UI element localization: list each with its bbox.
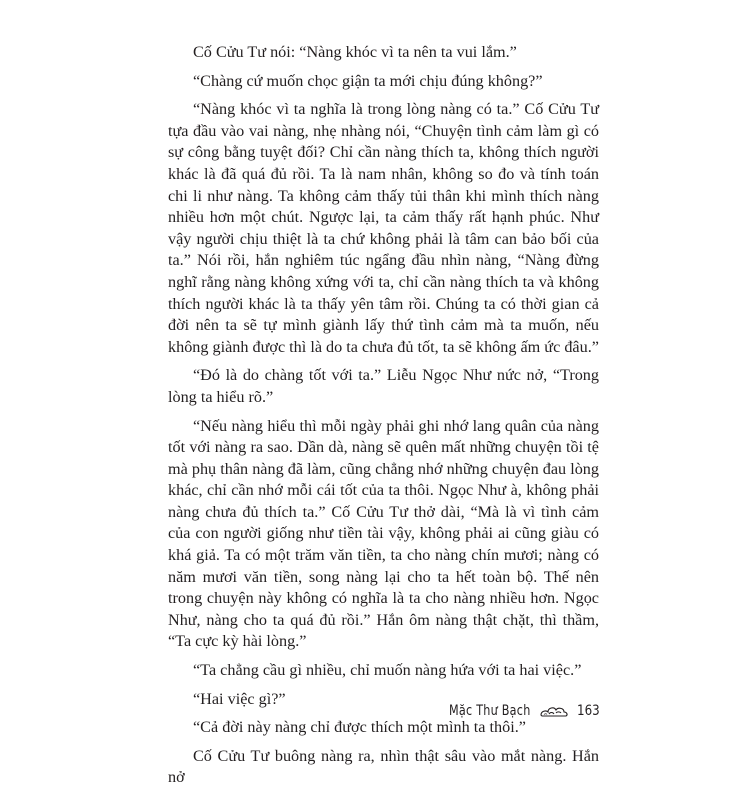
paragraph: “Chàng cứ muốn chọc giận ta mới chịu đúng không?” <box>193 71 543 90</box>
paragraph: “Ta chẳng cầu gì nhiều, chỉ muốn nàng hứa với ta hai việc.” <box>193 661 582 680</box>
cloud-ornament-icon <box>539 703 569 719</box>
paragraph: Cố Cửu Tư nói: “Nàng khóc vì ta nên ta vui lắm.” <box>193 43 517 61</box>
footer-author: Mặc Thư Bạch <box>449 703 531 719</box>
paragraph: “Cả đời này nàng chỉ được thích một mình ta thôi.” <box>193 718 526 737</box>
paragraph: “Hai việc gì?” <box>193 689 286 708</box>
page-number: 163 <box>577 703 600 719</box>
paragraph: “Đó là do chàng tốt với ta.” Liễu Ngọc Như nức nở, “Trong lòng ta hiểu rõ.” <box>168 366 599 406</box>
page-footer <box>449 700 604 722</box>
body-text <box>168 42 599 796</box>
paragraph: “Nàng khóc vì ta nghĩa là trong lòng nàng có ta.” Cố Cửu Tư tựa đầu vào vai nàng, nhẹ nhàng nói, “Chuyện tình cảm làm gì có sự công bằng tuyệt đối? Chỉ cần nàng thích ta, không thích người khác là đã quá đủ rồi. Ta là nam nhân, không so đo và tính toán chi li như nàng. Ta không cảm thấy tủi thân khi mình thích nàng nhiều hơn một chút. Ngược lại, ta cảm thấy rất hạnh phúc. Như vậy người chịu thiệt là ta chứ không phải là tâm can bảo bối của ta.” Nói rồi, hắn nghiêm túc ngẩng đầu nhìn nàng, “Nàng đừng nghĩ rằng nàng không xứng với ta, chỉ cần nàng thích ta và không thích người khác là ta thấy yên tâm rồi. Chúng ta có thời gian cả đời nên ta sẽ tự mình giành lấy thứ tình cảm mà ta muốn, nếu không giành được thì là do ta chưa đủ tốt, ta sẽ không ấm ức đâu.” <box>168 100 599 356</box>
paragraph: Cố Cửu Tư buông nàng ra, nhìn thật sâu vào mắt nàng. Hắn nở <box>168 746 599 787</box>
paragraph: “Nếu nàng hiểu thì mỗi ngày phải ghi nhớ lang quân của nàng tốt với nàng ra sao. Dần dà, nàng sẽ quên mất những chuyện tồi tệ mà phụ thân nàng đã làm, cũng chẳng nhớ những chuyện đau lòng khác, chỉ cần nhớ mỗi cái tốt của ta thôi. Ngọc Như à, không phải nàng chưa đủ thích ta.” Cố Cửu Tư thở dài, “Mà là vì tình cảm của con người giống như tiền tài vậy, không phải ai cũng giàu có khá giả. Ta có một trăm văn tiền, ta cho nàng chín mươi; nàng có năm mươi văn tiền, song nàng lại cho ta hết toàn bộ. Thế nên trong chuyện này không có nghĩa là ta cho nàng nhiều hơn. Ngọc Như, nàng cho ta quá đủ rồi.” Hắn ôm nàng thật chặt, thì thầm, “Ta cực kỳ hài lòng.” <box>168 416 599 651</box>
